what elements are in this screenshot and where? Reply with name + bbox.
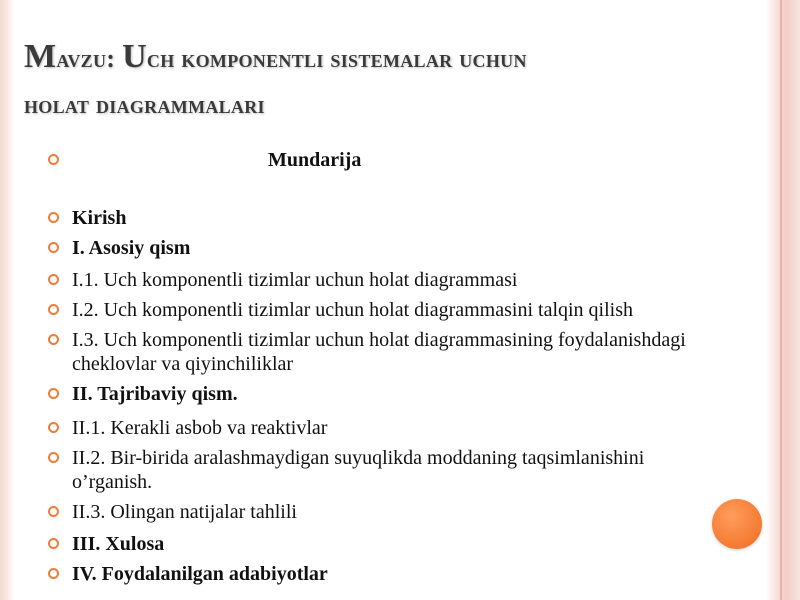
ring-bullet-icon [48, 388, 59, 399]
right-border-line [780, 0, 782, 600]
toc-item-text: I.2. Uch komponentli tizimlar uchun holat diagrammasini talqin qilish [72, 299, 634, 321]
toc-item [48, 562, 728, 586]
table-of-contents [48, 148, 728, 592]
right-border-decoration [766, 0, 800, 600]
title-text-1: avzu: [56, 44, 123, 73]
slide-title [24, 34, 754, 128]
toc-item [48, 298, 728, 322]
toc-item-text: III. Xulosa [72, 533, 165, 555]
toc-item [48, 532, 728, 556]
title-line-2: holat diagrammalari [24, 90, 265, 119]
title-text-2: ch komponentli sistemalar uchun [146, 44, 527, 73]
toc-item-text: II. Tajribaviy qism. [72, 383, 238, 405]
toc-list [48, 206, 728, 586]
orange-circle-icon [712, 499, 762, 549]
ring-bullet-icon [48, 538, 59, 549]
toc-item-text: I.3. Uch komponentli tizimlar uchun holat diagrammasining foydalanishdagi cheklovlar va qiyinchiliklar [72, 329, 686, 375]
ring-bullet-icon [48, 212, 59, 223]
toc-item-text: II.2. Bir-birida aralashmaydigan suyuqlikda moddaning taqsimlanishini o’rganish. [72, 447, 645, 493]
toc-item-text: II.1. Kerakli asbob va reaktivlar [72, 417, 328, 439]
toc-item [48, 382, 728, 406]
left-border-decoration [0, 0, 14, 600]
toc-item [48, 500, 728, 524]
ring-bullet-icon [48, 274, 59, 285]
toc-item [48, 268, 728, 292]
toc-item-text: Kirish [72, 207, 127, 229]
toc-item-text: II.3. Olingan natijalar tahlili [72, 501, 297, 523]
toc-item-text: IV. Foydalanilgan adabiyotlar [72, 563, 328, 585]
ring-bullet-icon [48, 506, 59, 517]
ring-bullet-icon [48, 154, 59, 165]
ring-bullet-icon [48, 422, 59, 433]
title-cap-1: M [24, 38, 57, 75]
toc-item [48, 416, 728, 440]
toc-heading: Mundarija [268, 149, 362, 171]
ring-bullet-icon [48, 452, 59, 463]
toc-item-text: I. Asosiy qism [72, 237, 191, 259]
ring-bullet-icon [48, 334, 59, 345]
toc-item-text: I.1. Uch komponentli tizimlar uchun holat diagrammasi [72, 269, 518, 291]
toc-item [48, 328, 728, 376]
toc-item [48, 236, 728, 260]
toc-item [48, 446, 728, 494]
title-cap-2: U [122, 38, 147, 75]
ring-bullet-icon [48, 304, 59, 315]
toc-heading-row [48, 148, 728, 172]
ring-bullet-icon [48, 242, 59, 253]
ring-bullet-icon [48, 568, 59, 579]
toc-item [48, 206, 728, 230]
